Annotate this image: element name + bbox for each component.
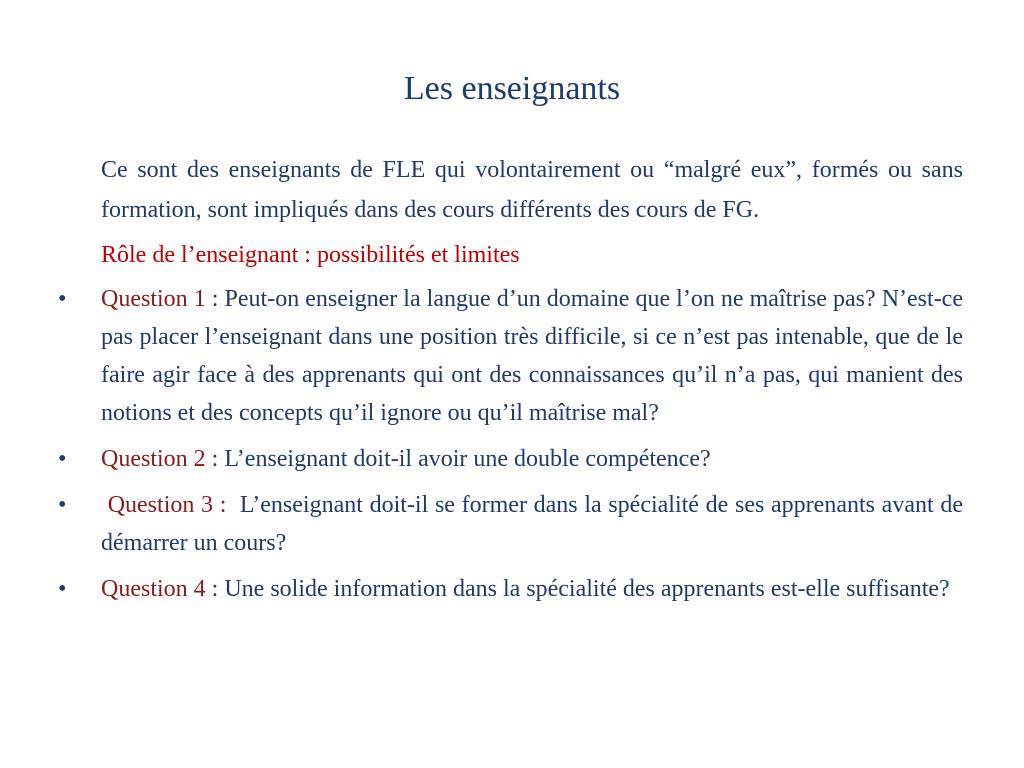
intro-paragraph: Ce sont des enseignants de FLE qui volontairement ou “malgré eux”, formés ou sans formation, sont impliqués dans des cours différents des cours de FG. xyxy=(101,157,963,223)
question-item-4 xyxy=(58,570,963,608)
question-text: : Peut-on enseigner la langue d’un domaine que l’on ne maîtrise pas? N’est-ce pas placer l’enseignant dans une position très difficile, si ce n’est pas intenable, que de le faire agir face à des apprenants qui ont des connaissances qu’il n’a pas, qui manient des notions et des concepts qu’il ignore ou qu’il maîtrise mal? xyxy=(101,286,963,426)
question-text: : Une solide information dans la spécialité des apprenants est-elle suffisante? xyxy=(205,576,950,602)
question-label: Question 4 xyxy=(101,576,206,602)
question-text: : L’enseignant doit-il avoir une double compétence? xyxy=(205,446,711,472)
questions-list xyxy=(58,280,969,608)
question-item-2 xyxy=(58,440,963,478)
question-item-1 xyxy=(58,280,963,432)
bullet-icon: • xyxy=(58,446,67,472)
bullet-icon: • xyxy=(58,286,67,312)
bullet-icon: • xyxy=(58,576,67,602)
slide-title: Les enseignants xyxy=(403,70,621,107)
slide-content xyxy=(58,150,969,616)
question-text: L’enseignant doit-il se former dans la spécialité de ses apprenants avant de démarrer un cours? xyxy=(101,492,969,556)
question-label: Question 1 xyxy=(101,286,206,312)
bullet-icon: • xyxy=(58,492,67,518)
section-subtitle: Rôle de l’enseignant : possibilités et limites xyxy=(101,242,520,268)
question-label: Question 2 xyxy=(101,446,206,472)
question-label: Question 3 : xyxy=(101,492,227,518)
question-item-3 xyxy=(58,486,969,562)
